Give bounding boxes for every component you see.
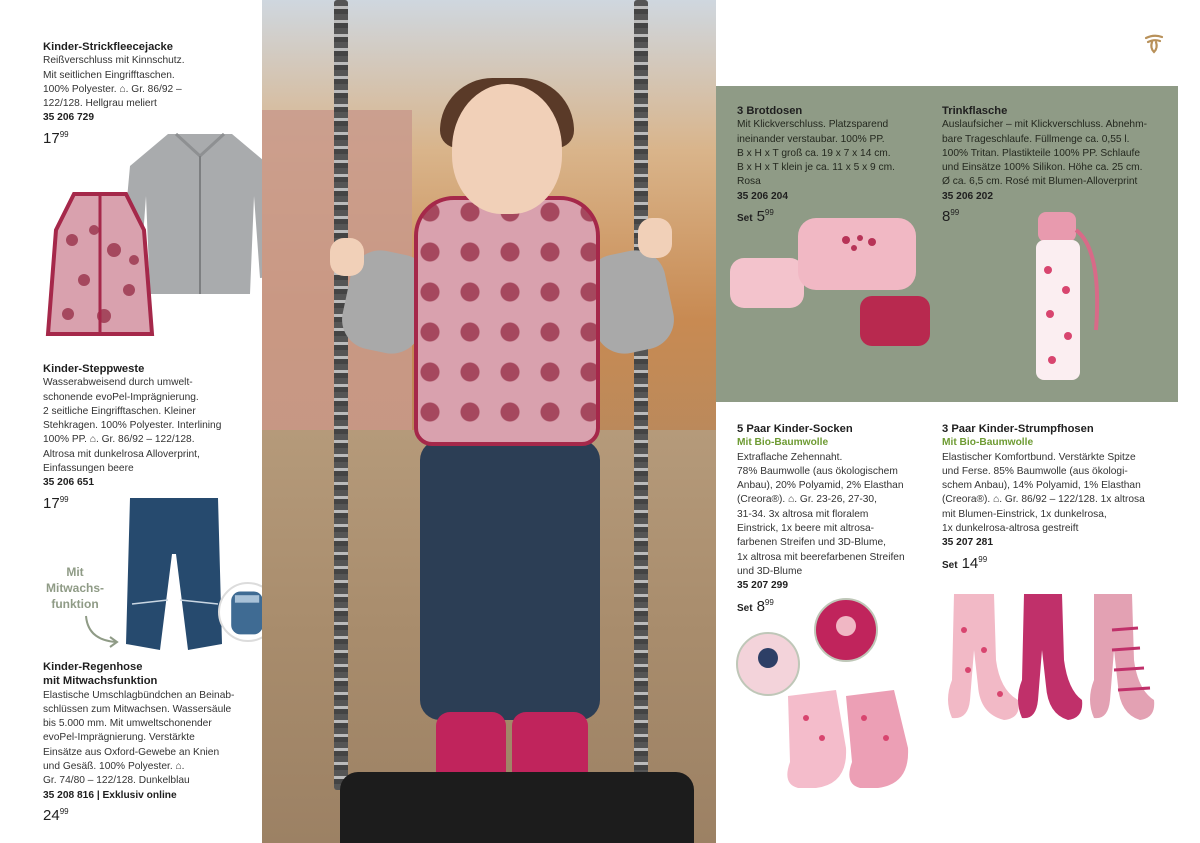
product-desc-line: B x H x T klein je ca. 11 x 5 x 9 cm. <box>737 162 895 174</box>
price-main: 17 <box>43 494 60 512</box>
price <box>43 805 258 823</box>
product-vest[interactable] <box>43 362 258 511</box>
product-desc-line: Extraflache Zehennaht. <box>737 451 843 463</box>
product-desc-line: (Creora®). ⌂. Gr. 86/92 – 122/128. 1x altrosa <box>942 494 1145 506</box>
product-desc-line: Einstrick, 1x beere mit altrosa- <box>737 523 875 535</box>
product-desc-line: Ø ca. 6,5 cm. Rosé mit Blumen-Alloverprint <box>942 176 1138 188</box>
product-subtitle: Mit Bio-Baumwolle <box>737 437 829 449</box>
product-desc-line: Anbau), 20% Polyamid, 2% Elasthan <box>737 480 904 492</box>
article-number: 35 207 281 <box>942 537 993 549</box>
price-cents: 99 <box>950 208 960 218</box>
product-desc-line: und 3D-Blume <box>737 565 803 577</box>
price <box>942 553 1172 573</box>
product-desc-line: bis 5.000 mm. Mit umweltschonender <box>43 718 212 730</box>
article-number: 35 207 299 <box>737 580 788 592</box>
price-main: 5 <box>756 208 765 226</box>
product-desc-line: mit Blumen-Einstrick, 1x dunkelrosa, <box>942 508 1107 520</box>
child-vest <box>414 196 600 446</box>
tights-image <box>944 590 1160 726</box>
price-main: 24 <box>43 806 60 824</box>
swing-seat <box>340 772 694 843</box>
set-label: Set <box>942 559 958 571</box>
product-desc-line: und Ferse. 85% Baumwolle (aus ökologi- <box>942 465 1128 477</box>
price-cents: 99 <box>764 597 774 607</box>
product-lunchboxes[interactable] <box>737 104 927 226</box>
product-tights[interactable] <box>942 422 1172 573</box>
callout-line: Mitwachs- <box>45 581 104 595</box>
product-desc-line: schlüssen zum Mitwachsen. Wassersäule <box>43 703 232 715</box>
socks-image <box>736 598 916 794</box>
article-number: 35 208 816 | Exklusiv online <box>43 789 177 801</box>
product-subtitle: Mit Bio-Baumwolle <box>942 437 1034 449</box>
price-cents: 99 <box>978 554 988 564</box>
product-desc-line: 31-34. 3x altrosa mit floralem <box>737 508 869 520</box>
product-desc-line: Elastische Umschlagbündchen an Beinab- <box>43 689 235 701</box>
product-desc-line: 2 seitliche Eingrifftaschen. Kleiner <box>43 405 196 417</box>
product-desc-line: Wasserabweisend durch umwelt- <box>43 377 193 389</box>
product-title: 3 Paar Kinder-Strumpfhosen <box>942 423 1094 435</box>
grow-function-callout <box>40 564 110 612</box>
product-title: Kinder-Regenhose <box>43 661 143 673</box>
price-main: 17 <box>43 129 60 147</box>
product-desc-line: Auslaufsicher – mit Klickverschluss. Abnehm- <box>942 119 1147 131</box>
product-desc-line: ineinander verstaubar. 100% PP. <box>737 133 885 145</box>
vest-image <box>44 190 156 340</box>
article-number: 35 206 651 <box>43 477 94 489</box>
product-desc-line: und Einsätze 100% Silikon. Höhe ca. 25 cm. <box>942 162 1143 174</box>
child-face <box>452 84 562 214</box>
article-number: 35 206 729 <box>43 112 94 124</box>
curved-arrow-icon <box>82 612 122 648</box>
child-pants <box>420 440 600 720</box>
product-desc-line: 1x altrosa mit beerefarbenen Streifen <box>737 551 905 563</box>
product-desc-line: Mit seitlichen Eingrifftaschen. <box>43 69 175 81</box>
product-title: mit Mitwachsfunktion <box>43 675 158 688</box>
product-desc-line: Stehkragen. 100% Polyester. Interlining <box>43 420 222 432</box>
product-desc-line: Reißverschluss mit Kinnschutz. <box>43 55 185 67</box>
green-panel <box>716 86 1178 402</box>
product-desc-line: Mit Klickverschluss. Platzsparend <box>737 119 889 131</box>
bottle-image <box>1032 210 1106 384</box>
callout-line: Mit <box>66 565 84 579</box>
product-title: 3 Brotdosen <box>737 105 803 117</box>
set-label: Set <box>737 602 753 614</box>
tchibo-logo-icon <box>1142 32 1166 56</box>
rain-pants-image <box>122 494 226 654</box>
product-title: Trinkflasche <box>942 105 1008 117</box>
article-number: 35 206 204 <box>737 190 788 202</box>
product-desc-line: 100% Polyester. ⌂. Gr. 86/92 – <box>43 83 182 95</box>
price-cents: 99 <box>59 494 69 504</box>
set-label: Set <box>737 213 753 225</box>
product-desc-line: evoPel-Imprägnierung. Verstärkte <box>43 732 195 744</box>
product-desc-line: schem Anbau), 14% Polyamid, 1% Elasthan <box>942 480 1141 492</box>
product-desc-line: 100% Tritan. Plastikteile 100% PP. Schlaufe <box>942 147 1141 159</box>
product-desc-line: bare Trageschlaufe. Füllmenge ca. 0,55 l. <box>942 133 1130 145</box>
callout-line: funktion <box>51 597 99 611</box>
price-main: 8 <box>756 597 765 615</box>
product-socks[interactable] <box>737 422 937 616</box>
price-cents: 99 <box>59 129 69 139</box>
child-hand-right <box>638 218 672 258</box>
product-desc-line: (Creora®). ⌂. Gr. 23-26, 27-30, <box>737 494 877 506</box>
price-main: 8 <box>942 208 951 226</box>
product-bottle[interactable] <box>942 104 1172 224</box>
lunchbox-image <box>726 212 936 352</box>
left-column <box>0 0 262 843</box>
product-desc-line: 122/128. Hellgrau meliert <box>43 98 157 110</box>
price-cents: 99 <box>764 208 774 218</box>
product-desc-line: Einsätze aus Oxford-Gewebe an Knien <box>43 746 220 758</box>
product-desc-line: 1x dunkelrosa-altrosa gestreift <box>942 523 1079 535</box>
product-desc-line: schonende evoPel-Imprägnierung. <box>43 391 199 403</box>
article-number: 35 206 202 <box>942 190 993 202</box>
product-desc-line: 100% PP. ⌂. Gr. 86/92 – 122/128. <box>43 434 195 446</box>
product-desc-line: 78% Baumwolle (aus ökologischem <box>737 465 898 477</box>
product-desc-line: Einfassungen beere <box>43 463 134 475</box>
price-cents: 99 <box>59 806 69 816</box>
product-desc-line: farbenen Streifen und 3D-Blume, <box>737 537 886 549</box>
product-desc-line: Elastischer Komfortbund. Verstärkte Spitze <box>942 451 1136 463</box>
swing-chain-left <box>334 0 348 790</box>
child-hand-left <box>330 238 364 276</box>
product-title: Kinder-Steppweste <box>43 363 145 375</box>
product-desc-line: Altrosa mit dunkelrosa Alloverprint, <box>43 448 200 460</box>
product-rain-pants[interactable] <box>43 660 258 823</box>
product-title: 5 Paar Kinder-Socken <box>737 423 853 435</box>
product-desc-line: Rosa <box>737 176 761 188</box>
product-desc-line: B x H x T groß ca. 19 x 7 x 14 cm. <box>737 147 891 159</box>
swing-chain-right <box>634 0 648 790</box>
price-main: 14 <box>961 554 979 572</box>
product-desc-line: und Gesäß. 100% Polyester. ⌂. <box>43 761 185 773</box>
product-title: Kinder-Strickfleecejacke <box>43 41 173 53</box>
product-desc-line: Gr. 74/80 – 122/128. Dunkelblau <box>43 775 190 787</box>
